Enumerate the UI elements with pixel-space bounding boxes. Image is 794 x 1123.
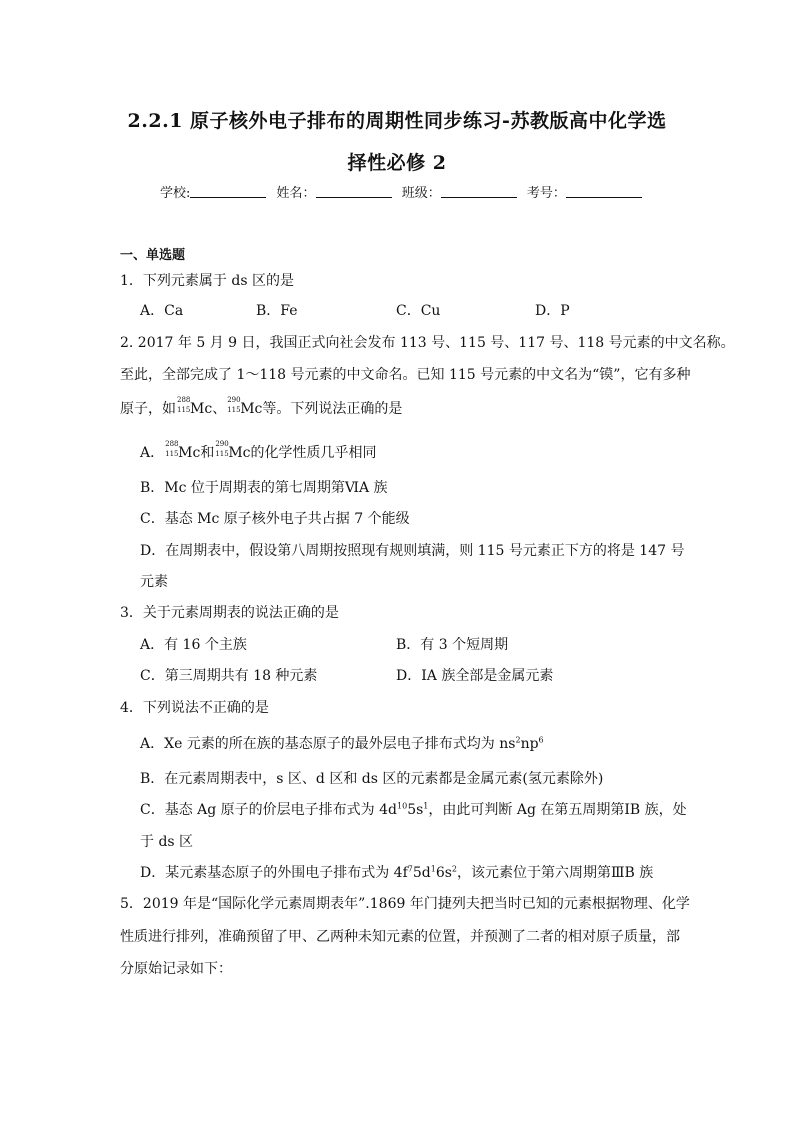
question-4-option-a: A．Xe 元素的所在族的基态原子的最外层电子排布式均为 $ns^2np^6$ xyxy=(140,735,544,752)
question-3-option-c: C．第三周期共有 18 种元素 xyxy=(140,668,318,684)
question-3-option-a: A．有 16 个主族 xyxy=(140,637,247,653)
question-3-stem: 3．关于元素周期表的说法正确的是 xyxy=(120,605,339,621)
question-5-line-2: 性质进行排列，准确预留了甲、乙两种未知元素的位置，并预测了二者的相对原子质量，部 xyxy=(120,929,680,945)
isotope-2-notation: 290 115 xyxy=(227,396,241,414)
question-2-line-2: 至此，全部完成了 1～118 号元素的中文命名。已知 115 号元素的中文名为“镆”，它有多种 xyxy=(120,367,691,383)
question-1-option-c: C．Cu xyxy=(396,303,441,319)
isotope-1-notation: 288 115 xyxy=(177,396,191,414)
school-blank[interactable] xyxy=(190,185,266,198)
question-4-option-c-line-1: C．基态 Ag 原子的价层电子排布式为 $4d^{10}5s^1$，由此可判断 Ag 在第五周期第ⅠB 族，处 xyxy=(140,801,687,818)
question-4-option-b: B．在元素周期表中，s 区、d 区和 ds 区的元素都是金属元素(氢元素除外) xyxy=(140,771,604,787)
question-5-line-3: 分原始记录如下： xyxy=(120,961,232,977)
question-1-option-d: D．P xyxy=(535,303,570,319)
exam-number-label: 考号： xyxy=(526,186,566,201)
question-5-line-1: 5．2019 年是“国际化学元素周期表年”.1869 年门捷列夫把当时已知的元素根据物理、化学 xyxy=(120,896,690,912)
question-1-stem: 1．下列元素属于 ds 区的是 xyxy=(120,273,294,289)
question-2-option-d-line-2: 元素 xyxy=(140,574,168,590)
question-2-option-d-line-1: D．在周期表中，假设第八周期按照现有规则填满，则 115 号元素正下方的将是 147 号 xyxy=(140,543,685,559)
question-2-option-c: C．基态 Mc 原子核外电子共占据 7 个能级 xyxy=(140,511,410,527)
question-1-option-b: B．Fe xyxy=(256,303,298,319)
document-title-line-2: 择性必修 2 xyxy=(347,152,447,174)
name-label: 姓名： xyxy=(276,186,316,201)
class-blank[interactable] xyxy=(441,185,517,198)
section-heading: 一、单选题 xyxy=(120,248,186,263)
class-label: 班级： xyxy=(401,186,441,201)
question-1-option-a: A．Ca xyxy=(140,303,184,319)
exam-number-blank[interactable] xyxy=(566,185,642,198)
question-2-option-b: B．Mc 位于周期表的第七周期第ⅥA 族 xyxy=(140,480,388,496)
question-2-line-3: 原子，如 288 115 Mc、 290 115 Mc等。下列说法正确的是 xyxy=(120,396,403,417)
question-3-option-d: D．IA 族全部是金属元素 xyxy=(396,668,554,684)
question-4-option-d: D．某元素基态原子的外围电子排布式为 $4f^75d^16s^2$，该元素位于第六周期第ⅢB 族 xyxy=(140,864,654,881)
question-4-option-c-line-2: 于 ds 区 xyxy=(140,834,194,850)
student-info-row xyxy=(160,182,648,201)
question-2-line-1: 2. 2017 年 5 月 9 日，我国正式向社会发布 113 号、115 号、117 号、118 号元素的中文名称。 xyxy=(120,335,735,351)
document-title-line-1: 2.2.1 原子核外电子排布的周期性同步练习-苏教版高中化学选 xyxy=(127,110,667,132)
school-label: 学校: xyxy=(160,186,191,201)
name-blank[interactable] xyxy=(316,185,392,198)
question-2-option-a: A． 288 115 Mc和 290 115 Mc的化学性质几乎相同 xyxy=(140,440,377,461)
question-3-option-b: B．有 3 个短周期 xyxy=(396,637,509,653)
question-4-stem: 4．下列说法不正确的是 xyxy=(120,700,269,716)
